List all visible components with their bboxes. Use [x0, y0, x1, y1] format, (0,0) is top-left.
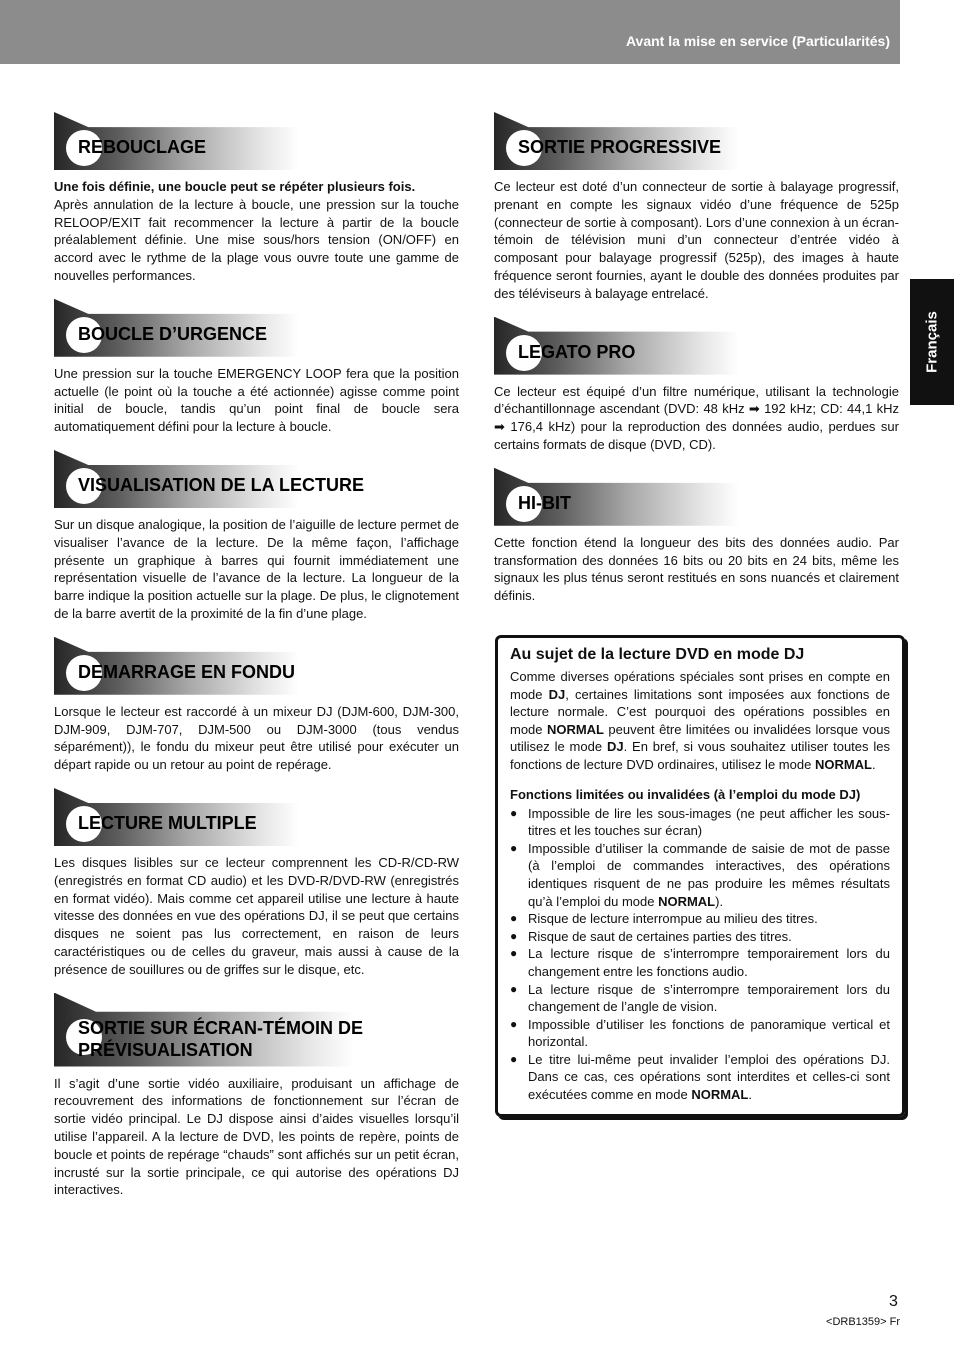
- section-heading-banner: [494, 468, 739, 526]
- bullet-icon: ●: [510, 946, 518, 961]
- header-bar: [0, 0, 900, 64]
- list-item: [510, 840, 890, 910]
- section-legato-pro: [494, 317, 899, 454]
- section-rebouclage: [54, 112, 459, 285]
- section-lecture-multiple: [54, 788, 459, 979]
- section-heading-banner: [494, 317, 739, 375]
- intro-text: , certaines limitations sont imposées aux fonctions de lecture normale. C’est pourquoi des opérations possibles en mode: [510, 686, 890, 737]
- bullet-icon: ●: [510, 805, 518, 820]
- bullet-icon: ●: [510, 928, 518, 943]
- bullet-icon: ●: [510, 840, 518, 855]
- section-heading-banner: [54, 788, 299, 846]
- section-heading: LECTURE MULTIPLE: [78, 812, 257, 833]
- section-heading-banner: [54, 993, 364, 1067]
- section-heading: VISUALISATION DE LA LECTURE: [78, 474, 365, 495]
- intro-bold: DJ: [606, 739, 624, 755]
- intro-text: . En bref, si vous souhaitez utiliser toutes les fonctions de lecture DVD ordinaires, utilisez le mode: [510, 739, 890, 772]
- list-item-text: Impossible de lire les sous-images (ne peut afficher les sous-titres et les touches sur écran): [528, 805, 890, 839]
- list-item-text: Risque de saut de certaines parties des titres.: [528, 928, 792, 944]
- section-sortie-progressive: [494, 112, 899, 303]
- document-code: <DRB1359> Fr: [826, 1316, 900, 1328]
- bullet-icon: ●: [510, 911, 518, 926]
- list-item: [510, 805, 890, 840]
- section-sortie-ecran-temoin: [54, 993, 459, 1200]
- list-item-text: Le titre lui-même peut invalider l’emploi des opérations DJ. Dans ce cas, ces opérations sont interdites et celles-ci sont exécutées comme en mode: [528, 1051, 890, 1103]
- section-text: Sur un disque analogique, la position de l’aiguille de lecture permet de visualiser l’avance de la lecture. De la même façon, l’affichage présente un graphique à barres qui fournit immédiatement une représentation visuelle de l’avance de la lecture. La longueur de la barre indique la position actuelle sur la plage. De plus, le clignotement de la barre avertit de la proximité de la fin d’une plage.: [54, 516, 459, 621]
- section-lead: Une fois définie, une boucle peut se répéter plusieurs fois.: [54, 179, 416, 194]
- info-box-intro: [510, 668, 890, 774]
- intro-text: Comme diverses opérations spéciales sont prises en compte en mode: [510, 669, 890, 702]
- left-column: [54, 112, 459, 1213]
- intro-bold: DJ: [548, 686, 566, 702]
- section-text: Après annulation de la lecture à boucle, une pression sur la touche RELOOP/EXIT fait recommencer la lecture à partir de la boucle préalablement définie. Une mise sous/hors tension (ON/OFF) en accord avec le rythme de la plage vous ouvre toute une gamme de nouvelles performances.: [54, 196, 459, 283]
- list-item: [510, 1016, 890, 1051]
- section-heading-banner: [54, 112, 299, 170]
- section-visualisation: [54, 450, 459, 623]
- section-text: Une pression sur la touche EMERGENCY LOOP fera que la position actuelle (le point où la touche a été actionnée) agisse comme point initial de boucle, tandis qu’un point final de boucle sera automatiquement défini pour la lecture à boucle.: [54, 365, 459, 435]
- section-heading-banner: [494, 112, 739, 170]
- section-text: Il s’agit d’une sortie vidéo auxiliaire, produisant un affichage de recouvrement des informations de fonctionnement sur l’écran de sortie vidéo principal. Le DJ dispose ainsi d’aides visuelles lorsqu’il utilise l’appareil. A la lecture de DVD, les points de repère, points de boucle et points de repérage “chauds” sont affichés sur un petit écran, incrusté sur la sortie principale, ce qui autorise des opérations DJ interactives.: [54, 1075, 459, 1198]
- intro-text: peuvent être limitées ou invalidées lorsque vous utilisez le mode: [510, 721, 890, 755]
- language-tab: [910, 279, 954, 405]
- list-item: [510, 1051, 890, 1104]
- section-heading-banner: [54, 637, 299, 695]
- intro-bold: NORMAL: [546, 721, 604, 737]
- section-heading: LEGATO PRO: [518, 341, 636, 362]
- intro-bold: NORMAL: [814, 756, 872, 772]
- list-item-text: Risque de lecture interrompue au milieu des titres.: [528, 911, 818, 927]
- section-text: Cette fonction étend la longueur des bits des données audio. Par transformation des données 16 bits ou 20 bits en 24 bits, même les signaux les plus ténus seront restitués en sons nuancés et clairement définis.: [494, 534, 899, 604]
- section-demarrage-fondu: [54, 637, 459, 774]
- section-heading: SORTIE PROGRESSIVE: [518, 137, 722, 157]
- list-item-text: La lecture risque de s’interrompre temporairement lors du changement entre les fonctions audio.: [528, 946, 890, 979]
- section-text: Ce lecteur est équipé d’un filtre numérique, utilisant la technologie d’échantillonnage ascendant (DVD: 48 kHz ➡ 192 kHz; CD: 44,1 kHz ➡ 176,4 kHz) pour la reproduction des données audio, perdues sur certains formats de disque (DVD, CD).: [494, 383, 899, 452]
- section-boucle-urgence: [54, 299, 459, 436]
- section-text: Ce lecteur est doté d’un connecteur de sortie à balayage progressif, prenant en compte les signaux vidéo d’une fréquence de 525p (connecteur de sortie à composant). Lors d’une connexion à un écran-témoin de télévision muni d’un connecteur d’entrée vidéo à composant pour balayage progressif (525p), des images à haute fréquence seront fournies, ayant le double des données produites par des téléviseurs à balayage entrelacé.: [494, 179, 899, 301]
- page-number: 3: [889, 1293, 898, 1310]
- list-item-text: Impossible d’utiliser les fonctions de panoramique vertical et horizontal.: [528, 1016, 890, 1050]
- section-text: Lorsque le lecteur est raccordé à un mixeur DJ (DJM-600, DJM-300, DJM-909, DJM-707, DJM-500 ou DJM-3000 (tous vendus séparément)), le fondu du mixeur peut être utilisé pour exécuter un départ rapide ou un retour au point de repérage.: [54, 703, 459, 773]
- list-item: [510, 981, 890, 1016]
- limitations-list: [510, 805, 890, 1104]
- bullet-icon: ●: [510, 1016, 518, 1031]
- section-hi-bit: [494, 468, 899, 605]
- list-item-text: Impossible d’utiliser la commande de saisie de mot de passe (à l’emploi de commandes interactives, des opérations identiques risquent de ne pas produire les mêmes résultats qu’à l’emploi du mode: [528, 840, 890, 909]
- list-item: [510, 910, 890, 928]
- section-heading: HI-BIT: [518, 492, 571, 513]
- section-heading: DEMARRAGE EN FONDU: [78, 661, 296, 682]
- info-box-subtitle: Fonctions limitées ou invalidées (à l’emploi du mode DJ): [510, 786, 861, 802]
- list-item-bold: NORMAL: [691, 1087, 749, 1103]
- section-heading-banner: [54, 450, 365, 508]
- section-text: Les disques lisibles sur ce lecteur comprennent les CD-R/CD-RW (enregistrés en format CD audio) et les DVD-R/DVD-RW (enregistrés en format vidéo). Mais comme cet appareil utilise une lecture à haute vitesse des données en vue des opérations DJ, il se peut que certains disques ne soient pas lus correctement, en raison de leurs caractéristiques ou de celles du graveur, mais aussi à cause de la présence de souillures ou de griffes sur le disque, etc.: [54, 854, 459, 977]
- section-heading: REBOUCLAGE: [78, 137, 207, 157]
- intro-text: .: [871, 756, 876, 772]
- list-item-bold: NORMAL: [658, 893, 716, 909]
- section-heading-banner: [54, 299, 299, 357]
- dj-mode-info-box: [495, 635, 905, 1117]
- list-item: [510, 945, 890, 980]
- bullet-icon: ●: [510, 981, 518, 996]
- info-box-title: Au sujet de la lecture DVD en mode DJ: [510, 646, 805, 663]
- bullet-icon: ●: [510, 1051, 518, 1066]
- list-item-tail: .: [748, 1087, 752, 1103]
- section-body: [54, 178, 459, 285]
- list-item-text: La lecture risque de s’interrompre temporairement lors du changement de l’angle de vision.: [528, 981, 890, 1015]
- list-item-tail: ).: [715, 893, 724, 909]
- section-heading: SORTIE SUR ÉCRAN-TÉMOIN DE PRÉVISUALISATION: [78, 1017, 364, 1060]
- right-column: [494, 112, 899, 619]
- language-tab-label: Français: [923, 311, 941, 373]
- header-title: Avant la mise en service (Particularités): [625, 33, 890, 49]
- section-heading: BOUCLE D’URGENCE: [78, 323, 268, 344]
- list-item: [510, 928, 890, 946]
